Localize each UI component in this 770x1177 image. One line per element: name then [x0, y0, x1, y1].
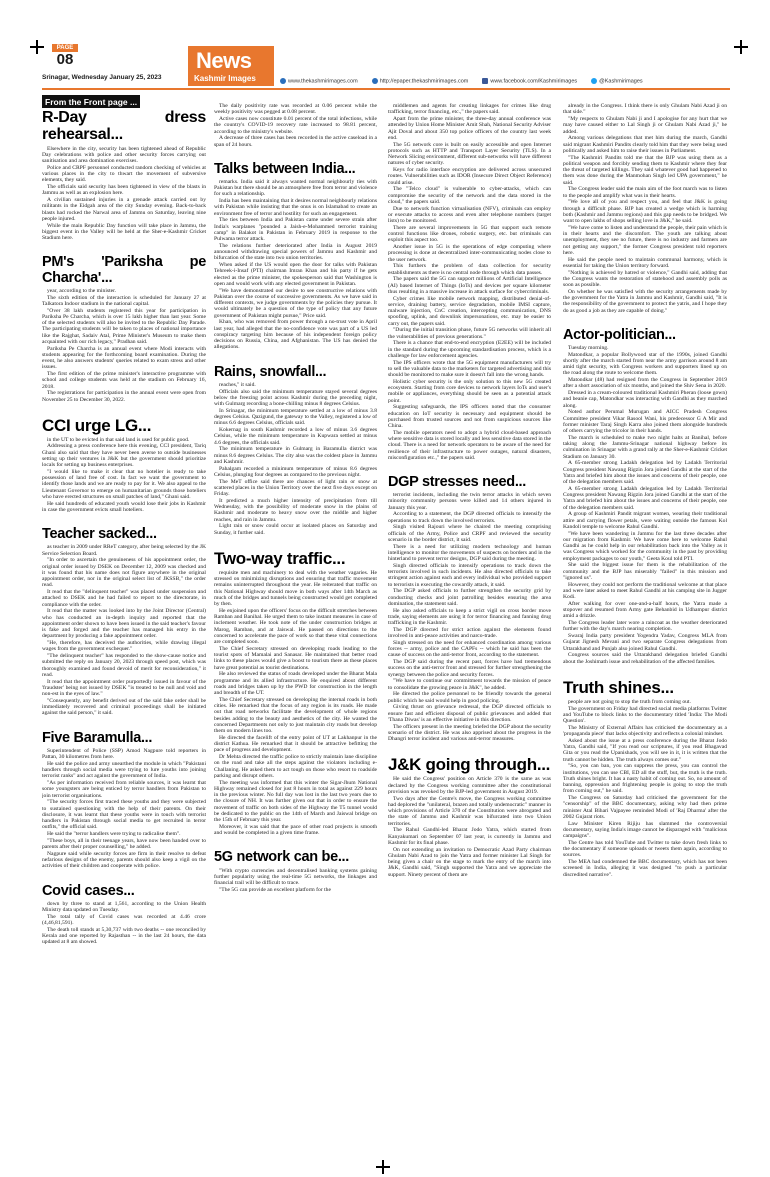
article-paragraph: The DGP asked officials to further strengthen the security grid by conducting checks and joint patrolling besides ensuring the area domination, the statement said.	[388, 588, 551, 607]
article-headline: PM's 'Pariksha pe Charcha'...	[42, 254, 206, 286]
article-paragraph: "We have demonstrated our desire to see constructive relations with Pakistan over the course of successive governments. As we have said in different contexts, we judge governments by the policies they pursue. It would ultimately be a question of the type of policy that any future government of Pakistan might pursue," Price said.	[214, 287, 377, 319]
article-paragraph: reaches," it said.	[219, 381, 256, 388]
article-paragraph: The Congress on Saturday had criticised the government for the "censorship" of the BBC documentary, asking why had then prime minister Atal Bihari Vajpayee reminded Modi of 'Raj Dharma' after the 2002 Gujarat riots.	[563, 795, 727, 820]
facebook-icon	[482, 78, 488, 84]
article-paragraph: This furthers the problem of data collection for security establishments as there is no central node through which data passes.	[388, 263, 551, 276]
article-paragraph: requisite men and machinery to deal with the weather vagaries. He stressed on minimizing disruptions and ensuring that traffic movement remains uninterrupted throughout the year. He reiterated that traffic on this National Highway should move in both ways after 14th March as much of the bridges and tunnels being constructed would get completed by then.	[214, 569, 377, 608]
article	[388, 475, 551, 742]
article-paragraph: He said the "terror handlers were trying to radicalise them".	[47, 831, 181, 838]
article-paragraph: Pariksha Pe Charcha is an annual event where Modi interacts with students appearing for the forthcoming board examination. During the event, he also answers students' queries related to exam stress and other issues.	[42, 345, 206, 371]
article	[388, 103, 551, 461]
article-paragraph: "Nothing is achieved by hatred or violence," Gandhi said, adding that the Congress wants the restoration of statehood and assembly polls as soon as possible.	[563, 269, 727, 288]
article-paragraph: It read that the "delinquent teacher" was placed under suspension and attached to DSEK and he had failed to report to the directorate, in compliance with the order.	[42, 589, 206, 608]
article	[42, 110, 206, 241]
article-paragraph: The Rahul Gandhi-led Bharat Jodo Yatra, which started from Kanyakumari on September 07 last year, is currently in Jammu and Kashmir for its final phase.	[388, 827, 551, 846]
globe-icon	[280, 78, 286, 84]
article-paragraph: "The Kashmiri Pandits told me that the BJP was using them as a political weapon and forcibly sending them to Kashmir where they fear the threat of targeted killings. They said whatever good had happened to them was done during the Manmohan Singh led UPA government," he said.	[563, 154, 727, 186]
article-paragraph: Matondkar, a popular Bollywood star of the 1990s, joined Gandhi shortly after the march started from near the army garrison around 8 am amid tight security, with Congress workers and supporters lined up on the road along the route to welcome them.	[563, 351, 727, 377]
article-paragraph: The Chief Secretary stressed on developing the internal roads in both cities. He remarked that the focus of any region is its roads. He made out that road networks facilitate the development of whole regions besides adding to the beauty and aesthetics of the city. He wanted the concerned Departments not only to just maintain city roads but develop them on modern lines too.	[214, 696, 377, 735]
dateline: Srinagar, Wednesday January 25, 2023	[42, 74, 162, 81]
article-paragraph: A group of Kashmiri Pandit migrant women, wearing their traditional attire and carrying flower petals, were waiting outside the famous Kol Kandoli temple to welcome Rahul Gandhi.	[563, 511, 727, 530]
article-paragraph: Asked about the issue at a press conference during the Bharat Jodo Yatra, Gandhi said, "If you read our scriptures, if you read Bhagavad Gita or you read the Upanishads, you will see in it, it is written that the truth cannot be hidden. The truth always comes out."	[563, 737, 727, 763]
article-paragraph: Pahalgam recorded a minimum temperature of minus 8.6 degrees Celsius, plunging four degrees as compared to the previous night.	[214, 465, 377, 478]
article	[214, 550, 377, 836]
article-paragraph: "Consequently, any benefit derived out of the said fake order shall be immediately recovered and criminal proceedings shall be initiated against the said person," it said.	[42, 697, 206, 717]
article-paragraph: Among various delegations that met him during the march, Gandhi said migrant Kashmiri Pandits clearly told him that they were being used politically and asked him to raise their issues in Parliament.	[563, 135, 727, 154]
article-paragraph: While the main Republic Day function will take place in Jammu, the biggest event in the Valley will be held at the Sher-e-Kashmir Cricket Stadium here.	[42, 222, 206, 242]
article-headline: Covid cases...	[42, 882, 135, 899]
article-paragraph: Officials also said the minimum temperature stayed several degrees below the freezing point across Kashmir during the preceding night, with Gulmarg recording a bone-chilling minus 8 degrees Celsius.	[214, 388, 377, 408]
article	[214, 162, 377, 351]
article	[214, 850, 377, 893]
article-paragraph: He directed the facelift of the entry point of UT at Lakhanpur in the district Kathua. He remarked that it should be attractive befitting the pace of progress and development.	[214, 734, 377, 754]
article-paragraph: When asked if the US would open the door for talks with Pakistan Tehreek-i-Insaf (PTI) chairman Imran Khan and his party if he gets elected as the prime minister, the spokesperson said that Washington is open and would work with any elected government in Pakistan.	[214, 262, 377, 287]
article-paragraph: already in the Congress. I think there is only Ghulam Nabi Azad ji on that side."	[563, 103, 727, 116]
article-paragraph: "We love all of you and respect you, and feel that J&K is going through a difficult phase. BJP has created a wedge which is harming both (Kashmir and Jammu regions) and this gap needs to be bridged. We want to open lakhs of shops selling love in J&K," he said.	[563, 199, 727, 224]
article-paragraph: There is a need for utilizing modern technology and human intelligence to monitor the movements of suspects on borders and in the hinterland to prevent terror designs, DGP said during the meeting.	[388, 543, 551, 563]
article	[388, 756, 551, 877]
article-paragraph: Dr Mehta directed the traffic police to strictly maintain lane discipline on the road and take all the steps against the violators including e-Challaning. He asked them to act tough on those who resort to roadside parking and disrupt others.	[214, 754, 377, 779]
article-paragraph: Singh visited Rajouri where he chaired the meeting comprising officials of the Army, Police and CRPF and reviewed the security scenario in the border district, it said.	[388, 524, 551, 543]
article-paragraph: "These boys, all in their teenage years, have now been handed over to parents after their proper counselling," he added.	[42, 837, 206, 851]
article-paragraph: The Congress leader said the main aim of the foot march was to listen to the people and amplify what was in their hearts.	[563, 186, 727, 199]
article-paragraph: "He, therefore, has deceived the authorities, while drawing illegal wages from the government exchequer."	[42, 640, 206, 653]
twitter-icon	[591, 78, 597, 84]
article-paragraph: The DGP said during the recent past, forces have had tremendous success on the anti-terror front and stressed for further strengthening the synergy between the police and security forces.	[388, 659, 551, 678]
article-paragraph: The ties between India and Pakistan came under severe strain after India's warplanes "pounded a Jaish-e-Mohammed terrorist training camp" in Balakot in Pakistan in February 2019 in response to the Pulwama terror attack.	[214, 217, 377, 243]
article-paragraph: He said the people need to maintain communal harmony, which is essential for taking the Union territory forward.	[563, 256, 727, 269]
article-paragraph: Police and CRPF personnel conducted random checking of vehicles at various places in the city to thwart the movement of subversive elements, they said.	[42, 164, 206, 184]
article-headline: Rains, snowfall...	[214, 363, 327, 380]
article-paragraph: In Srinagar, the minimum temperature settled at a low of minus 3.8 degrees Celsius. Qazigund, the gateway to the Valley, registered a low of minus 6.6 degrees Celsius, officials said.	[214, 407, 377, 427]
article-paragraph: The Centre has told YouTube and Twitter to take down fresh links to the documentary if someone uploads or tweets them again, according to sources.	[563, 839, 727, 859]
epaper-link[interactable]: http://epaper.thekashmirimages.com	[372, 78, 469, 84]
article-paragraph: remarks. India said it always wanted normal neighbourly ties with Pakistan but there should be an atmosphere free from terror and violence for such a relationship.	[214, 178, 377, 198]
article-paragraph: "We have come to listen and understand the people, their pain which is in their hearts and the discomfort. The youth are talking about unemployment, they see no future, there is no industry and farmers are not getting any support," the former Congress president told reporters here.	[563, 224, 727, 256]
twitter-link[interactable]: @Kashmirimages	[591, 78, 642, 84]
article-paragraph: The government on Friday had directed social media platforms Twitter and YouTube to block links to the documentary titled 'India: The Modi Question'.	[563, 705, 727, 725]
section-title: News	[196, 48, 252, 73]
article-paragraph: A decrease of three cases has been recorded in the active caseload in a span of 24 hours.	[214, 135, 377, 148]
article-paragraph: He also asked officials to keep a strict vigil on cross border move trade, saying elements are using it for terror financing and fanning drug trafficking in the Kashmir.	[388, 607, 551, 627]
article-paragraph: "As per information received from reliable sources, it was learnt that some youngsters are being enticed by terror handlers from Pakistan to join terrorist organisations.	[42, 780, 206, 799]
article-paragraph: The MeT office said there are chances of light rain or snow at scattered places in the Union Territory over the next five days except on Friday.	[214, 478, 377, 498]
article-paragraph: A 65-member strong Ladakh delegation led by Ladakh Territorial Congress president Nawang Rigzin Jora joined Gandhi at the start of the Yatra and briefed him about the issues and concerns of their people, one of the delegation members said.	[563, 485, 727, 511]
section-banner	[188, 46, 274, 86]
article-headline: Five Baramulla...	[42, 729, 153, 746]
header-rule	[42, 88, 730, 90]
globe-icon	[372, 78, 378, 84]
article-paragraph: The death toll stands at 5,30,737 with two deaths -- one reconciled by Kerala and one reported by Rajasthan -- in the last 24 hours, the data updated at 8 am showed.	[42, 926, 206, 946]
article	[214, 103, 377, 148]
article	[563, 103, 727, 314]
article-paragraph: A 65-member strong Ladakh delegation led by Ladakh Territorial Congress president Nawang Rigzin Jora joined Gandhi at the start of the Yatra and briefed him about the issues and concerns of their people, one of the delegation members said.	[563, 460, 727, 486]
article-paragraph: terrorist incidents, including the twin terror attacks in which seven minority community persons were killed and 14 others injured in January this year.	[388, 492, 551, 511]
article-paragraph: It read that the appointment order purportedly issued in favour of the 'fraudster' being not issued by DSEK "is treated to be null and void and non-est in the eyes of law."	[42, 678, 206, 698]
article	[563, 679, 727, 878]
article-paragraph: There is a chance that end-to-end encryption (E2EE) will be included in the standard during the upcoming standardisation process, which is a challenge for law enforcement agencies.	[388, 340, 551, 359]
article-paragraph: The relations further deteriorated after India in August 2019 announced withdrawing special powers of Jammu and Kashmir and bifurcation of the state into two union territories.	[214, 242, 377, 262]
article-paragraph: "My respects to Ghulam Nabi ji and I apologise for any hurt that we may have caused either to Lal Singh ji or Ghulam Nabi Azad ji," he added.	[563, 116, 727, 135]
article-paragraph: "We have been wandering in Jammu for the last three decades after our migration from Kashmir. We have come here to welcome Rahul Gandhi as he could help in our rehabilitation back into the Valley as it was Congress which worked for the community in the past by providing employment packages to our youth," Geeta Koul told PTI.	[563, 530, 727, 562]
social-links-bar	[280, 76, 730, 86]
article-paragraph: There are several improvements in 5G that support such remote control functions like drones, robotic surgery, etc. but criminals can exploit this aspect too.	[388, 224, 551, 244]
article	[42, 884, 206, 946]
article-paragraph: It read that the matter was looked into by the Joint Director (Central) who has conducted an in-depth inquiry and reported that the appointment order shown to have been issued in the said teacher's favour is fake and forged and the teacher has managed his entry in the department by producing a fake appointment order.	[42, 608, 206, 640]
registration-mark	[376, 1160, 390, 1174]
facebook-link[interactable]: www.facebook.com/Kashmirimages	[482, 78, 577, 84]
article-paragraph: "So, you can ban, you can suppress the press, you can control the institutions, you can use CBI, ED all the stuff, but, the truth is the truth. Truth shines bright. It has a nasty habit of coming out. So, no amount of banning, oppression and frightening people is going to stop the truth from coming out," he said.	[563, 763, 727, 795]
article-paragraph: The minimum temperature in Gulmarg in Baramulla district was minus 8.6 degrees Celsius. The city also was the coldest place in Jammu and Kashmir.	[214, 446, 377, 465]
article-paragraph: "In order to ascertain the genuineness of his appointment order, the original order issued by DSEK on December 12, 2009 was checked and it was found that his name does not figure anywhere in the original appointment order, nor in the original select list of JKSSB," the order read.	[42, 557, 206, 589]
article-paragraph: "I would like to make it clear that no hotelier is ready to take possession of land free of cost. In fact we want the government to identify those lands and we are ready to pay for it. We also appeal to the Lieutenant Governor to emerge on humanitarian grounds those hoteliers who have erected structures on small patches of land," Ghani said.	[42, 468, 206, 500]
article-paragraph: Elsewhere in the city, security has been tightened ahead of Republic Day celebrations with police and other security forces carrying out sanitisation and area domination exercises.	[42, 145, 206, 165]
article-paragraph: He directed the police personnel to be friendly towards the general public which he said would help in good policing.	[388, 691, 551, 704]
article-headline: 5G network can be...	[214, 849, 350, 866]
article-paragraph: The Congress leader later wore a raincoat as the weather deteriorated further with the day's march nearing completion.	[563, 620, 727, 633]
article-headline: Truth shines...	[563, 677, 674, 697]
article-paragraph: in the UT to be evicted in that said land is used for public good.	[47, 436, 190, 443]
article-paragraph: middlemen and agents for creating linkages for crimes like drug trafficking, terror financing, etc.," the papers said.	[388, 103, 551, 116]
article-paragraph: Nagpure said while security forces are firm in their resolve to defeat nefarious designs of the enemy, parents should also keep a vigil on the activities of their children and cooperate with police.	[42, 850, 206, 870]
article-paragraph: The meeting was informed that this winter the Sigar-Jhum National Highway remained closed for just 8 hours in total as against 229 hours in the previous winter. No full day was lost in the last two years due to the closure of NH. It was further given out that in order to ensure the movement of traffic on both sides of the Highway the T5 tunnel would be dedicated to the public on the 14th of March and Jaiswal bridge on the 15th of February this year.	[214, 779, 377, 824]
article-paragraph: It predicted a much higher intensity of precipitation from till Wednesday, with the possibility of moderate snow in the plains of Kashmir and moderate to heavy snow over the middle and higher reaches, and rain in Jammu.	[214, 497, 377, 523]
article-paragraph: On not extending an invitation to Democratic Azad Party chairman Ghulam Nabi Azad to join the Yatra and former minister Lal Singh for being given a chair on the stage to mark the entry of the march into J&K, Gandhi said, "Singh supported the Yatra and we appreciate the support. Ninety percent of them are	[388, 846, 551, 878]
article-paragraph: Apart from the prime minister, the three-day annual conference was attended by Union Home Minister Amit Shah, National Security Adviser Ajit Doval and about 350 top police officers of the country last week end.	[388, 116, 551, 141]
article-paragraph: Superintendent of Police (SSP) Amod Nagpure told reporters in Pattan, 30 kilometres from here.	[42, 747, 206, 761]
article	[42, 255, 206, 402]
article-paragraph: The total tally of Covid cases was recorded at 4.46 crore (4,46,81,591).	[42, 913, 206, 927]
article-paragraph: Moreover, it was said that the pace of other road projects is smooth and would be completed in a given time frame.	[214, 823, 377, 837]
article-paragraph: The sixth edition of the interaction is scheduled for January 27 at Talkatora Indoor stadium in the national capital.	[42, 294, 206, 307]
article-paragraph: people are not going to stop the truth from coming out.	[568, 698, 691, 705]
article-paragraph: The IPS officers wrote that the 5G equipment manufacturers will try to sell the valuable data to the marketers for targeted advertising and this should be monitored to make sure it doesn't fall into the wrong hands.	[388, 359, 551, 378]
article-paragraph: The officers present in the meeting briefed the DGP about the security scenario of the district. He was also apprised about the progress in the Dhangri terror incident and various anti-terror measures.	[388, 723, 551, 743]
article-paragraph: Due to network function virtualisation (NFV), criminals can employ or execute attacks to access and even alter telephone numbers (target lists) to be monitored.	[388, 205, 551, 224]
article-paragraph: "The 5G can provide an excellent platform for the	[219, 886, 331, 893]
article-paragraph: "With crypto currencies and decentralised banking systems gaining further popularity using the real-time 5G networks, the linkages and financial trail will be difficult to trace.	[214, 867, 377, 886]
article-paragraph: Congress sources said the Uttarakhand delegation briefed Gandhi about the Joshimath issue and rehabilitation of the affected families.	[563, 652, 727, 665]
article-paragraph: The MEA had condemned the BBC documentary, which has not been screened in India, alleging it was designed "to push a particular discredited narrative".	[563, 859, 727, 878]
article-headline: Two-way traffic...	[214, 548, 346, 568]
article-paragraph: Two days after the Centre's move, the Congress working committee had deplored the "unilateral, brazen and totally undemocratic" manner in which provisions of Article 370 of the Constitution were abrogated and the state of Jammu and Kashmir was bifurcated into two Union territories.	[388, 795, 551, 827]
article-paragraph: Keys for radio interface encryption are delivered across unsecured routes. Vulnerabilities such as IDOR (Insecure Direct Object Reference) could arise.	[388, 167, 551, 186]
article-paragraph: A civilian sustained injuries in a grenade attack carried out by militants in the Eidgah area of the city Sunday evening. Back-to-back blasts had rocked the Narwal area of Jammu on Saturday, leaving nine people injured.	[42, 197, 206, 222]
article-paragraph: He also reviewed the status of roads developed under the Bharat Mala programme and its allied infrastructure. He enquired about different roads and bridges taken up by the PWD for construction in the length and breadth of the UT.	[214, 671, 377, 697]
column-3	[388, 103, 551, 1158]
article-paragraph: as teacher in 2009 under RReT category, after being selected by the JK Service Selection Board.	[42, 544, 206, 557]
article-paragraph: Singh stressed on the need for enhanced coordination among various forces -- army, police and the CAPFs -- which he said has been the cause of success on the anti-terror front, according to the statement.	[388, 639, 551, 659]
website-link[interactable]: www.thekashmirimages.com	[280, 78, 358, 84]
article-headline: R-Day dress rehearsal...	[42, 110, 206, 143]
article	[42, 527, 206, 716]
article-paragraph: He said the police and army unearthed the module in which "Pakistani handlers through social media were trying to lure youths into joining terrorist ranks" and act against the government of India.	[42, 760, 206, 780]
article-paragraph: Cyber crimes like mobile network mapping, distributed denial-of-service, draining battery, service degradation, mobile IMSI capture, malware injection, CnC creation, intercepting communication, DNS spoofing, uplink, and downlink impersonations, etc. may be easier to carry out, the papers said.	[388, 295, 551, 327]
article-paragraph: "We have to continue our commitment towards the mission of peace to consolidate the growing peace in J&K", he added.	[388, 678, 551, 691]
article-paragraph: He said hundreds of educated youth would lose their jobs in Kashmir in case the government evicts small hoteliers.	[42, 500, 206, 513]
article-paragraph: Swaraj India party president Yogendra Yadav, Congress MLA from Gujarat Jignesh Mevani and two separate Congress delegations from Uttarakhand and Punjab also joined Rahul Gandhi.	[563, 633, 727, 652]
registration-mark	[30, 40, 44, 54]
article-paragraph: The Ministry of External Affairs has criticised the documentary as a 'propaganda piece' that lacks objectivity and reflects a colonial mindset.	[563, 724, 727, 738]
article-paragraph: Giving thrust on grievance redressal, the DGP directed officials to ensure fast and efficient disposal of public grievances and added that 'Thana Diwas' is an effective initiative in this direction.	[388, 704, 551, 723]
column-1	[42, 110, 206, 1158]
article-paragraph: Matondkar (48) had resigned from the Congress in September 2019 after a short association of six months, and joined the Shiv Sena in 2020.	[563, 377, 727, 390]
article-paragraph: The first edition of the prime minister's interactive programme with school and college students was held at the stadium on February 16, 2018.	[42, 371, 206, 390]
article-paragraph: Light rain or snow could occur at isolated places on Saturday and Sunday, it further said.	[214, 523, 377, 536]
article-paragraph: Active cases now constitute 0.01 percent of the total infections, while the country's COVID-19 recovery rate increased to 98.81 percent, according to the ministry's website.	[214, 116, 377, 135]
article	[42, 731, 206, 870]
article-paragraph: The mobile operators need to adopt a hybrid cloud-based approach where sensitive data is stored locally and less sensitive data stored in the cloud. There is a need for network operators to be aware of the need for resilience of their infrastructure to power outages, natural disasters, misconfiguration etc.," the papers said.	[388, 429, 551, 461]
article-paragraph: After walking for over one-and-a-half hours, the Yatra made a stopover and resumed from Army gate Behanbid in Udhampur district amid a drizzle.	[563, 600, 727, 620]
article-paragraph: Noted author Perumal Murugan and AICC Pradesh Congress Committee president Vikar Rasool Wani, his predecessor G A Mir and former minister Taraj Singh Karra also joined them alongside hundreds of others carrying the tricolor in their hands.	[563, 409, 727, 435]
article-headline: Talks between India...	[214, 160, 356, 177]
article-paragraph: year, according to the minister.	[47, 287, 117, 294]
column-4	[563, 103, 727, 1158]
article-headline: Teacher sacked...	[42, 526, 157, 543]
article-paragraph: The papers said the 5G can support millions of Artificial Intelligence (AI) based Internet of Things (IoTs) and devices per square kilometer thus resulting in a massive increase in attack surface for cybercriminals.	[388, 276, 551, 295]
article-paragraph: The 5G network core is built on easily accessible and open Internet protocols such as HTTP and Transport Layer Security (TLS). In a Network Slicing environment, different sub-networks will have different natures of cyber security.	[388, 141, 551, 167]
article-paragraph: According to a statement, the DGP directed officials to intensify the operations to track down the involved terrorists.	[388, 511, 551, 524]
article-paragraph: She said the biggest issue for them is the rehabilitation of the community and the BJP has miserably "failed" in this mission and "ignored us".	[563, 562, 727, 581]
article-paragraph: He enjoined upon the officers' focus on the difficult stretches between Ramban and Banihal. He urged them to take instant measures in case of inclement weather. He took note of the under construction bridges at Marog, Ramban, and at Jaiswal. He passed on directions to the concerned to accelerate the pace of work so that these vital connections are completed soon.	[214, 607, 377, 646]
article	[42, 417, 206, 513]
article-paragraph: India has been maintaining that it desires normal neighbourly relations with Pakistan while insisting that the onus is on Islamabad to create an environment free of terror and hostility for such an engagement.	[214, 198, 377, 217]
article-paragraph: "Over 38 lakh students registered this year for participation in Pariksha Pe Charcha, which is over 15 lakh higher than last year. Some of the selected students will also be invited to the Republic Day Parade. The participating students will be taken to places of national importance like the Rajghat, Sadaiv Atal, Prime Minister's Museum to make them acquainted with our rich legacy," Pradhan said.	[42, 307, 206, 345]
article-paragraph: "The security forces first traced these youths and they were subjected to sustained questioning with the help of their parents. On their disclosure, it was learnt that these youths were in touch with terrorist handlers in Pakistan through social media to get recruited in terror outfits," the official said.	[42, 799, 206, 831]
article-headline: CCI urge LG...	[42, 415, 152, 435]
article-paragraph: down by three to stand at 1,561, according to the Union Health Ministry data updated on Tuesday.	[42, 900, 206, 914]
article-paragraph: He said the Congress' position on Article 370 is the same as was declared by the Congress working committee after the constitutional provision was revoked by the BJP-led government in August 2019.	[388, 776, 551, 795]
article-paragraph: Suggesting safeguards, the IPS officers noted that the consumer education on IoT security is necessary and equipment should be purchased from trusted sources and not from suspicious sources like China.	[388, 404, 551, 429]
article-paragraph: Khan, who was removed from power through a no-trust vote in April last year, had alleged that the no-confidence vote was part of a US led conspiracy targeting him because of his independent foreign policy decisions on Russia, China, and Afghanistan. The US has denied the allegations.	[214, 319, 377, 351]
article-paragraph: The Chief Secretary stressed on developing roads leading to the tourist spots of Mamalai and Sanasar. He maintained that better road links to these places would give a boost to tourism there as these places have great potential as tourist destinations.	[214, 645, 377, 671]
page-number-box	[52, 44, 78, 68]
page-number: 08	[56, 51, 74, 68]
brand-name: Kashmir Images	[194, 74, 256, 83]
registration-mark	[734, 40, 748, 54]
page-label: PAGE	[52, 44, 78, 52]
article-paragraph: On whether he was satisfied with the security arrangements made by the government for the Yatra in Jammu and Kashmir, Gandhi said, "It is the responsibility of the government to protect the yatris, and I hope they do as good a job as they are capable of doing."	[563, 288, 727, 314]
article-paragraph: Singh directed officials to intensify operations to track down the terrorists involved in such incidents. He also directed officials to take stringent action against each and every individual who provided support to terrorists in executing the cowardly attack, it said.	[388, 562, 551, 588]
article	[214, 365, 377, 536]
article-paragraph: Addressing a press conference here this evening, CCI president, Tariq Ghani also said that they have never been averse to outside businesses setting up their ventures in J&K but the government should prioritize locals for setting up business enterprises.	[42, 443, 206, 469]
article-paragraph: The registrations for participation in the annual event were open from November 25 to December 30, 2022.	[42, 390, 206, 403]
article-paragraph: The DGP directed for strict action against the elements found involved in anti-peace activities and narco-trade.	[388, 626, 551, 640]
article	[563, 328, 727, 665]
article-paragraph: The march is scheduled to make two night halts at Banihal, before taking along the Jammu-Srinagar national highway before its culmination in Srinagar with a grand rally at the Sher-e-Kashmir Cricket Stadium on January 30.	[563, 434, 727, 460]
section-kicker: From the Front page ...	[42, 95, 140, 108]
article-headline: DGP stresses need...	[388, 474, 527, 490]
article-paragraph: The daily positivity rate was recorded at 0.06 percent while the weekly positivity was pegged at 0.08 percent.	[214, 103, 377, 116]
article-paragraph: "During the initial transition phase, future 5G networks will inherit all the vulnerabilities of previous generations."	[388, 327, 551, 340]
column-2	[214, 103, 377, 1158]
article-paragraph: Law Minister Kiren Rijiju has slammed the controversial documentary, saying India's image cannot be disparaged with "malicious campaigns".	[563, 820, 727, 840]
article-paragraph: The officials said security has been tightened in view of the blasts in Jammu as well as an explosion here.	[42, 184, 206, 197]
article-paragraph: Tuesday morning.	[568, 344, 609, 351]
article-paragraph: However, they could not perform the traditional welcome at that place and were later asked to meet Rahul Gandhi at his camping site in Jugger Kodi.	[563, 581, 727, 601]
article-paragraph: Kokernag in south Kashmir recorded a low of minus 3.6 degrees Celsius, while the minimum temperature in Kupwara settled at minus 4.6 degrees, the officials said.	[214, 427, 377, 446]
article-paragraph: "The delinquent teacher" has responded to the show-cause notice and submitted the reply on January 20, 2023 through speed post, which was thoroughly examined and found devoid of merit for reconsideration," it read.	[42, 653, 206, 678]
article-headline: J&K going through...	[388, 755, 551, 775]
article-paragraph: The "Telco cloud" is vulnerable to cyber-attacks, which can compromise the security of the network and the data stored in the cloud," the papers said.	[388, 186, 551, 205]
article-paragraph: Another issue in 5G is the operations of edge computing where processing is done at decentralized inter-communicating nodes close to the user network.	[388, 244, 551, 263]
article-paragraph: Dressed in a cream-coloured traditional Kashmiri Pheran (loose gown) and beanie cap, Matondkar was interacting with Gandhi as they marched along.	[563, 390, 727, 409]
article-paragraph: Holistic cyber security is the only solution to this new 5G created ecosystem. Starting from core devices to network layers IoTs and user's mobile or appliances, everything should be seen as a potential attack point.	[388, 378, 551, 404]
article-headline: Actor-politician...	[563, 326, 676, 343]
